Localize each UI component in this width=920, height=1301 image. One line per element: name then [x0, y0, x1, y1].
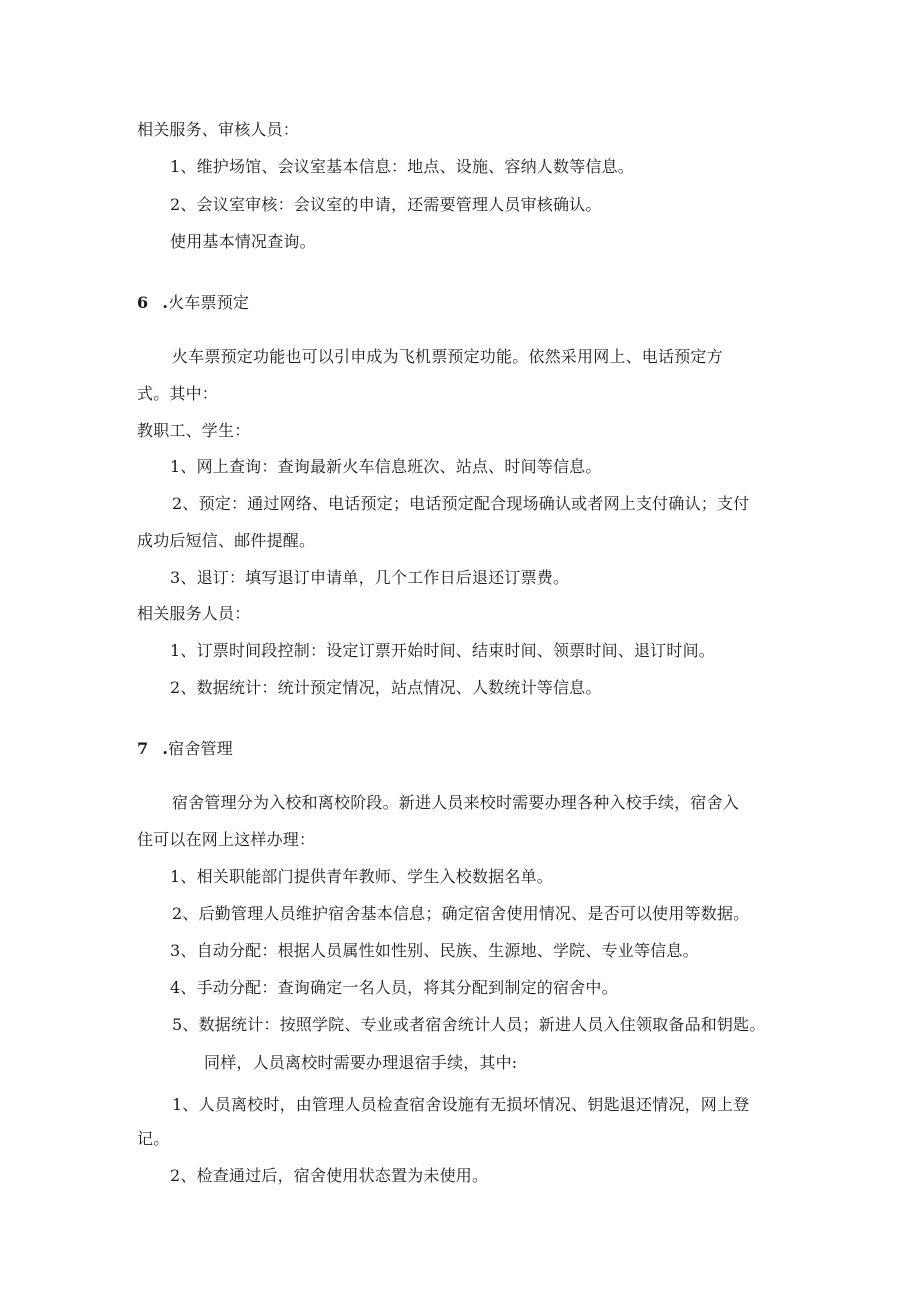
section-6-group-2-item-1: 1、订票时间段控制：设定订票开始时间、结束时间、领票时间、退订时间。 [170, 641, 715, 660]
section-7-dot: . [162, 739, 169, 758]
section-7-leave-item-1-cont: 记。 [137, 1129, 170, 1148]
section-7-item-5: 5、数据统计：按照学院、专业或者宿舍统计人员；新进人员入住领取备品和钥匙。 [172, 1015, 766, 1034]
section-6-group-1-item-1: 1、网上查询：查询最新火车信息班次、站点、时间等信息。 [170, 457, 602, 476]
section-7-heading [137, 738, 233, 760]
section-7-number: 7 [137, 739, 149, 758]
section-6-number: 6 [137, 293, 149, 312]
section-6-dot: . [162, 293, 169, 312]
section-7-item-4: 4、手动分配：查询确定一名人员，将其分配到制定的宿舍中。 [170, 978, 618, 997]
section-6-heading [137, 292, 249, 314]
section-6-group-1-item-2-cont: 成功后短信、邮件提醒。 [137, 531, 316, 550]
section-6-group-1-item-3: 3、退订：填写退订申请单，几个工作日后退还订票费。 [170, 568, 570, 587]
section-7-para-line-1: 宿舍管理分为入校和离校阶段。新进人员来校时需要办理各种入校手续，宿舍入 [172, 793, 740, 812]
intro-item-1: 1、维护场馆、会议室基本信息：地点、设施、容纳人数等信息。 [170, 157, 634, 176]
section-7-item-2: 2、后勤管理人员维护宿舍基本信息；确定宿舍使用情况、是否可以使用等数据。 [172, 904, 750, 923]
section-7-title: 宿舍管理 [168, 739, 233, 758]
section-6-para-line-2: 式。其中： [137, 384, 219, 403]
section-6-para-line-1: 火车票预定功能也可以引申成为飞机票预定功能。依然采用网上、电话预定方 [172, 347, 723, 366]
section-7-para-line-2: 住可以在网上这样办理： [137, 830, 316, 849]
section-6-group-1-item-2: 2、预定：通过网络、电话预定；电话预定配合现场确认或者网上支付确认；支付 [172, 494, 750, 513]
section-6-title: 火车票预定 [168, 293, 250, 312]
intro-note: 使用基本情况查询。 [170, 232, 316, 251]
section-7-leave-intro: 同样，人员离校时需要办理退宿手续，其中: [204, 1053, 518, 1072]
section-6-group-2-label: 相关服务人员： [137, 604, 251, 623]
section-7-item-3: 3、自动分配：根据人员属性如性别、民族、生源地、学院、专业等信息。 [170, 941, 699, 960]
section-6-group-1-label: 教职工、学生： [137, 421, 251, 440]
section-6-group-2-item-2: 2、数据统计：统计预定情况，站点情况、人数统计等信息。 [170, 678, 602, 697]
section-7-leave-item-1: 1、人员离校时，由管理人员检查宿舍设施有无损坏情况、钥匙退还情况，网上登 [172, 1095, 750, 1114]
section-7-item-1: 1、相关职能部门提供青年教师、学生入校数据名单。 [170, 867, 553, 886]
section-7-leave-item-2: 2、检查通过后，宿舍使用状态置为未使用。 [170, 1166, 489, 1185]
intro-item-2: 2、会议室审核：会议室的申请，还需要管理人员审核确认。 [170, 195, 602, 214]
intro-label: 相关服务、审核人员： [137, 120, 300, 139]
